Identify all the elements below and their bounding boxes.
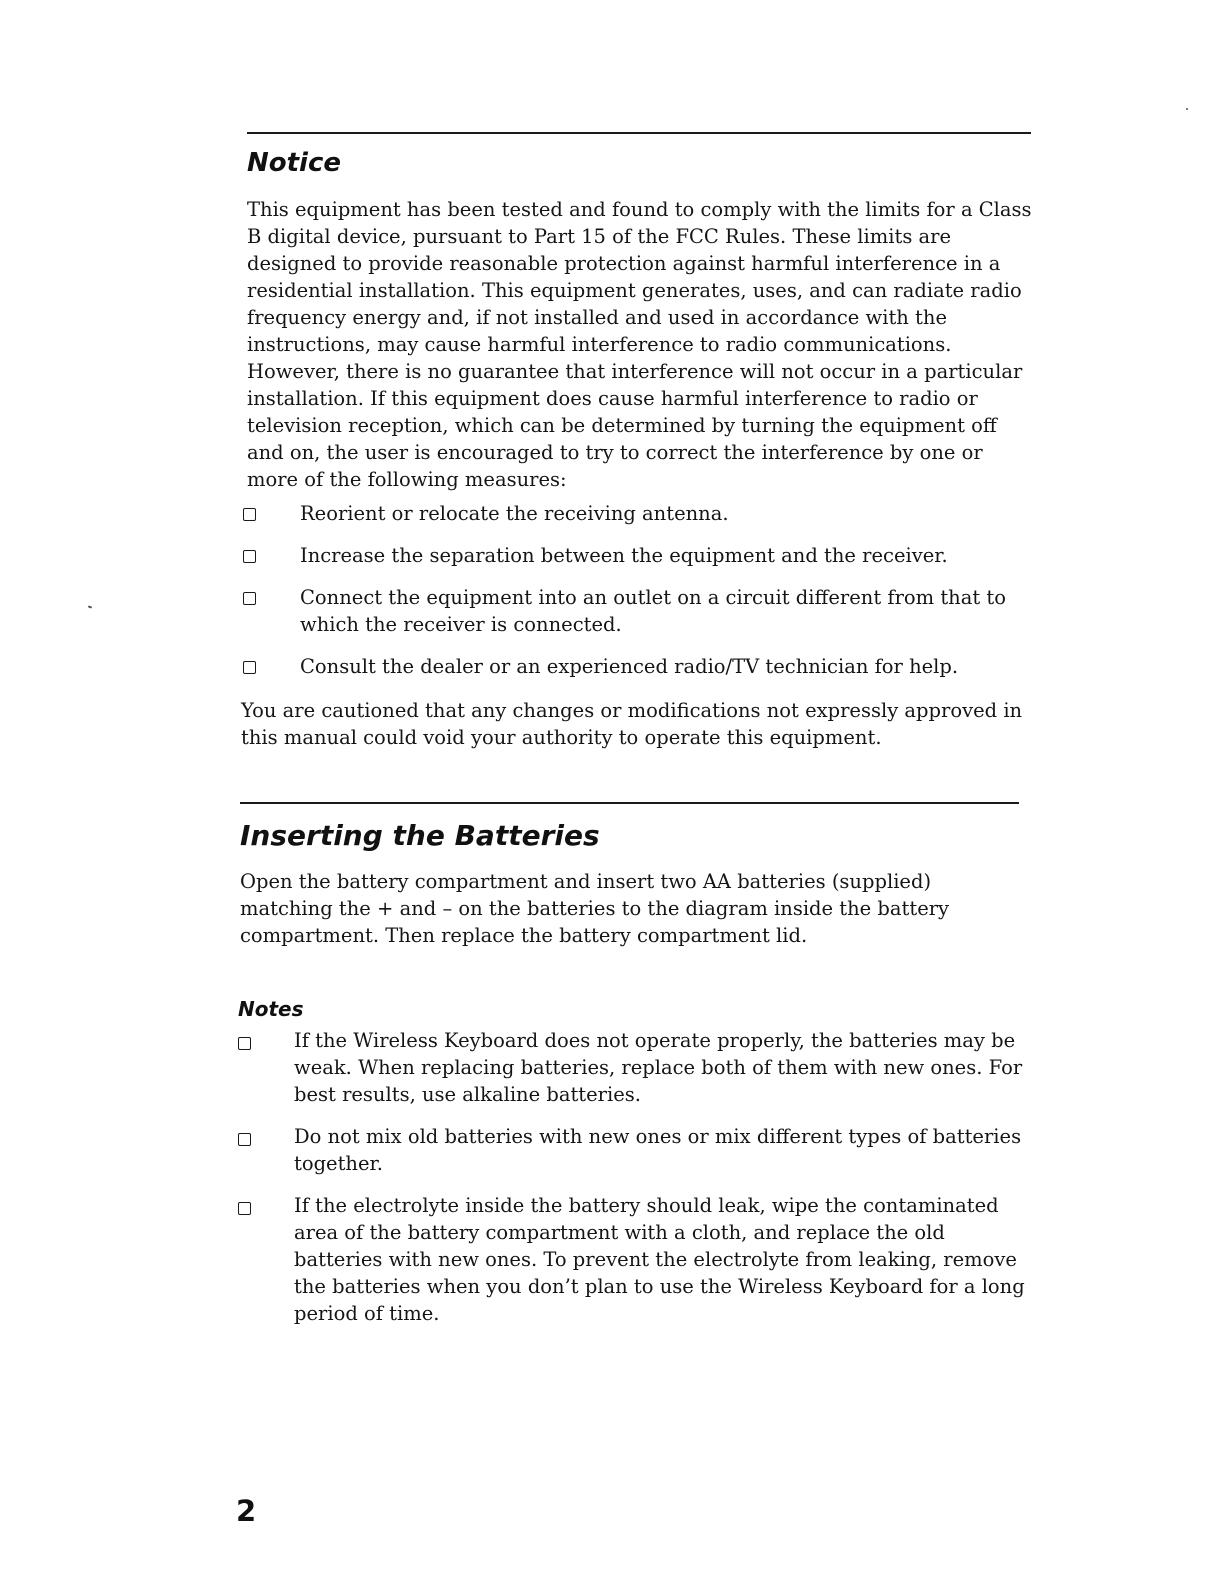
measure-text: Connect the equipment into an outlet on a circuit different from that to which the receiver is connected.	[300, 586, 1006, 636]
measure-item	[240, 500, 1030, 527]
batteries-heading: Inserting the Batteries	[240, 819, 600, 852]
notes-list	[236, 1027, 1036, 1327]
notice-paragraph: This equipment has been tested and found to comply with the limits for a Class B digital device, pursuant to Part 15 of the FCC Rules. These limits are designed to provide reasonable protection against harmful interference in a residential installation. This equipment generates, uses, and can radiate radio frequency energy and, if not installed and used in accordance with the instructions, may cause harmful interference to radio communications. However, there is no guarantee that interference will not occur in a particular installation. If this equipment does cause harmful interference to radio or television reception, which can be determined by turning the equipment off and on, the user is encouraged to try to correct the interference by one or more of the following measures:	[247, 198, 1032, 491]
note-text: If the Wireless Keyboard does not operate properly, the batteries may be weak. When replacing batteries, replace both of them with new ones. For best results, use alkaline batteries.	[294, 1029, 1023, 1106]
measure-item	[240, 653, 1030, 680]
measure-text: Increase the separation between the equipment and the receiver.	[300, 544, 948, 567]
caution-paragraph: You are cautioned that any changes or modifications not expressly approved in this manual could void your authority to operate this equipment.	[241, 699, 1023, 749]
batteries-section	[240, 802, 1019, 949]
checkbox-square-icon	[243, 592, 256, 605]
measures-list	[240, 500, 1030, 680]
notice-section	[247, 132, 1031, 493]
measure-item	[240, 584, 1030, 638]
note-text: Do not mix old batteries with new ones or mix different types of batteries together.	[294, 1125, 1022, 1175]
scan-speck	[1186, 108, 1188, 110]
scan-speck	[88, 605, 92, 608]
batteries-rule	[240, 802, 1019, 804]
checkbox-square-icon	[238, 1037, 251, 1050]
notes-heading: Notes	[238, 997, 304, 1021]
note-text: If the electrolyte inside the battery should leak, wipe the contaminated area of the battery compartment with a cloth, and replace the old batteries with new ones. To prevent the electrolyte from leaking, remove the batteries when you don’t plan to use the Wireless Keyboard for a long period of time.	[294, 1194, 1025, 1325]
checkbox-square-icon	[243, 508, 256, 521]
checkbox-square-icon	[243, 661, 256, 674]
note-item	[236, 1123, 1036, 1177]
measure-item	[240, 542, 1030, 569]
note-item	[236, 1192, 1036, 1327]
page-number: 2	[236, 1494, 257, 1528]
checkbox-square-icon	[238, 1133, 251, 1146]
note-item	[236, 1027, 1036, 1108]
checkbox-square-icon	[243, 550, 256, 563]
notice-heading: Notice	[247, 148, 342, 178]
notice-rule	[247, 132, 1031, 134]
checkbox-square-icon	[238, 1202, 251, 1215]
batteries-paragraph: Open the battery compartment and insert two AA batteries (supplied) matching the + and – on the batteries to the diagram inside the battery compartment. Then replace the battery compartment lid.	[240, 870, 950, 947]
measure-text: Consult the dealer or an experienced radio/TV technician for help.	[300, 655, 959, 678]
measure-text: Reorient or relocate the receiving antenna.	[300, 502, 729, 525]
